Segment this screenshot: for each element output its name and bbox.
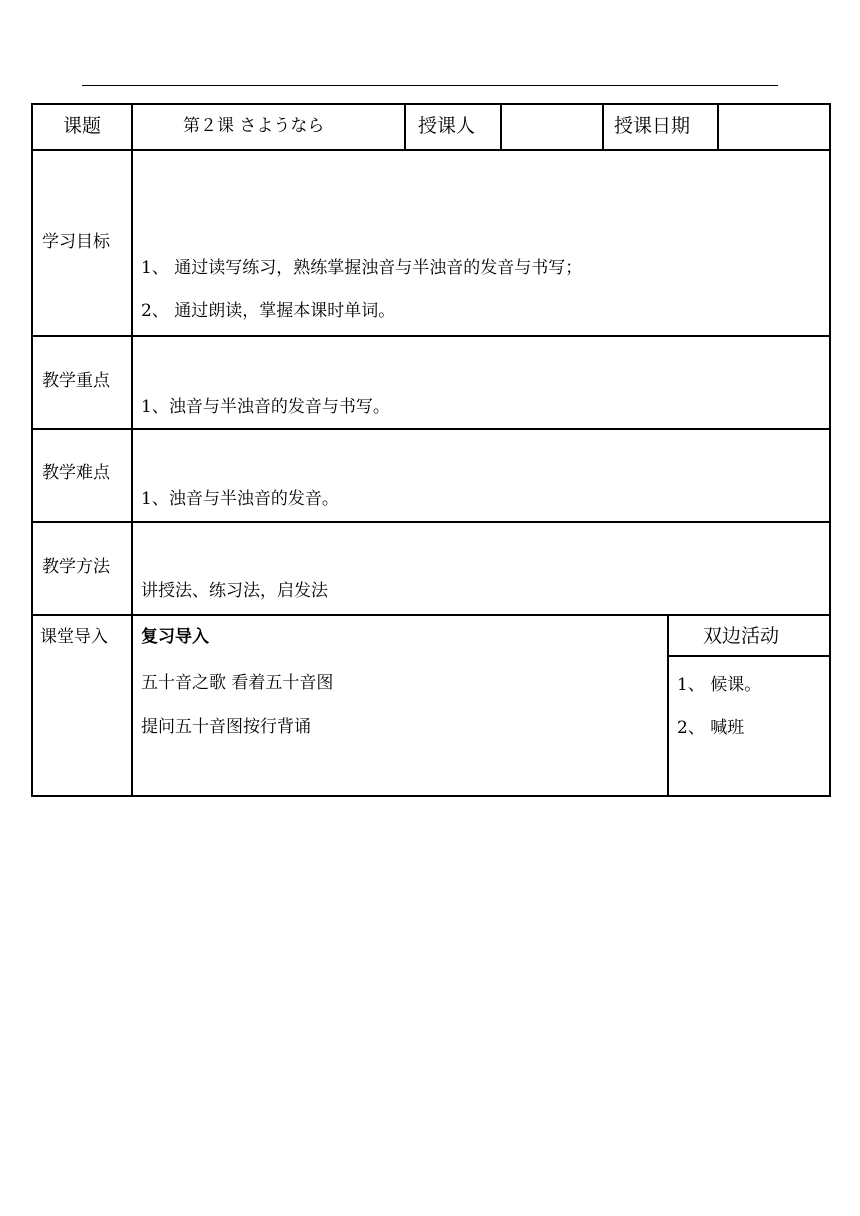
topic-label: 课题 bbox=[63, 115, 102, 137]
methods-label: 教学方法 bbox=[42, 557, 110, 577]
activity-column-divider bbox=[667, 614, 669, 797]
lesson-plan-table bbox=[31, 103, 830, 796]
activity-item: 1、 候课。 bbox=[677, 675, 762, 695]
header-col-divider bbox=[404, 103, 406, 150]
topic-value: 第２课 さようなら bbox=[183, 116, 325, 136]
intro-line: 五十音之歌 看着五十音图 bbox=[141, 673, 334, 693]
date-label: 授课日期 bbox=[614, 115, 691, 137]
header-rule bbox=[82, 85, 778, 86]
teacher-label: 授课人 bbox=[418, 115, 476, 137]
row-divider bbox=[31, 428, 830, 430]
activity-item: 2、 喊班 bbox=[677, 718, 745, 738]
intro-label: 课堂导入 bbox=[40, 627, 108, 647]
difficulties-label: 教学难点 bbox=[42, 463, 110, 483]
label-column-divider bbox=[131, 103, 133, 797]
row-divider bbox=[31, 521, 830, 523]
key-points-label: 教学重点 bbox=[42, 371, 110, 391]
table-border-top bbox=[31, 103, 830, 105]
table-border-right bbox=[829, 103, 831, 797]
header-col-divider bbox=[500, 103, 502, 150]
key-points-text: 1、浊音与半浊音的发音与书写。 bbox=[141, 397, 390, 417]
objective-item: 2、 通过朗读，掌握本课时单词。 bbox=[141, 301, 396, 321]
activity-header-divider bbox=[667, 655, 830, 657]
difficulties-text: 1、浊音与半浊音的发音。 bbox=[141, 489, 339, 509]
methods-text: 讲授法、练习法，启发法 bbox=[141, 581, 328, 601]
intro-line: 提问五十音图按行背诵 bbox=[141, 717, 311, 737]
header-col-divider bbox=[602, 103, 604, 150]
header-col-divider bbox=[717, 103, 719, 150]
activity-header: 双边活动 bbox=[703, 625, 780, 647]
table-border-bottom bbox=[31, 795, 831, 797]
intro-heading: 复习导入 bbox=[141, 627, 209, 647]
row-divider bbox=[31, 149, 830, 151]
row-divider bbox=[31, 335, 830, 337]
objectives-label: 学习目标 bbox=[42, 232, 110, 252]
table-border-left bbox=[31, 103, 33, 797]
row-divider bbox=[31, 614, 830, 616]
objective-item: 1、 通过读写练习，熟练掌握浊音与半浊音的发音与书写； bbox=[141, 258, 583, 278]
